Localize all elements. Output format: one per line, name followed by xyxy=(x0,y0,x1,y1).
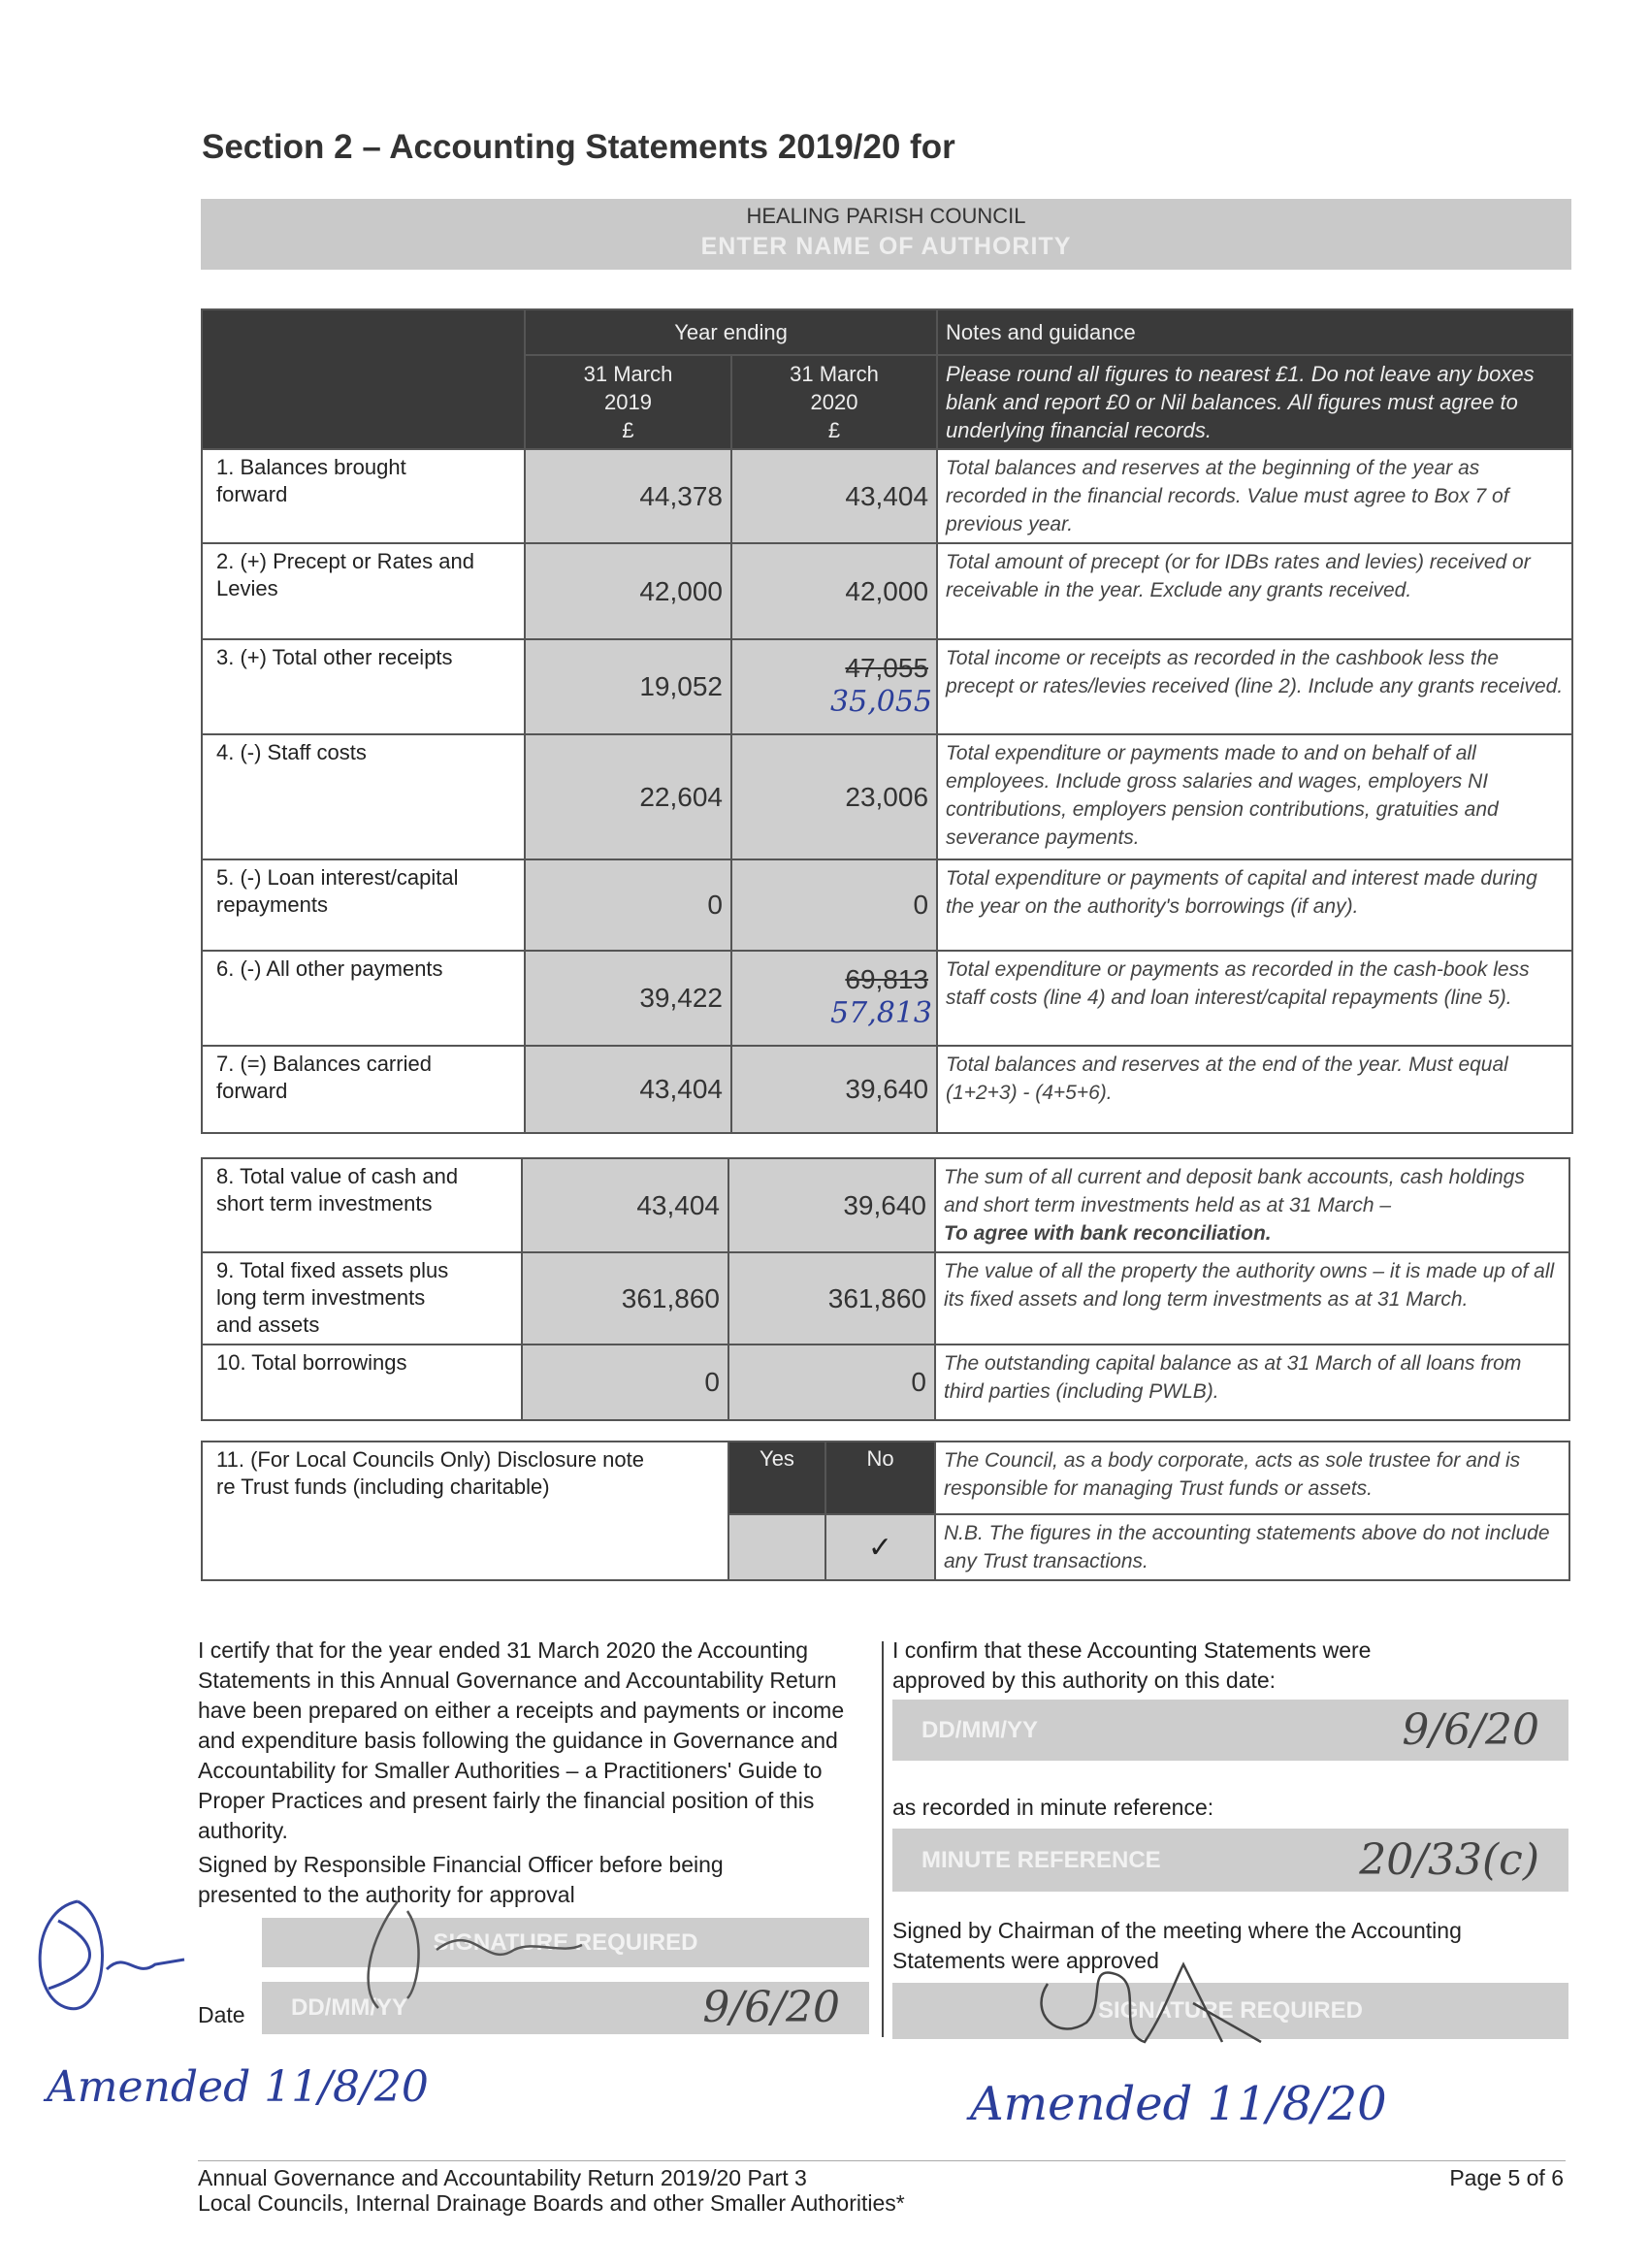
rfo-signature-scribble xyxy=(19,1882,795,2027)
value-2019[interactable]: 39,422 xyxy=(525,951,731,1046)
table-row xyxy=(202,543,1572,639)
row-note: Total expenditure or payments made to and on behalf of all employees. Include gross salaries and wages, employers NI contributions, employers pension contributions, gratuities and severance payments. xyxy=(937,734,1572,859)
value-2020[interactable]: 0 xyxy=(731,859,937,951)
footer-line-1: Annual Governance and Accountability Return 2019/20 Part 3 xyxy=(198,2165,807,2190)
row-note: Total amount of precept (or for IDBs rates and levies) received or receivable in the year. Exclude any grants received. xyxy=(937,543,1572,639)
row-label: 1. Balances brought forward xyxy=(202,449,525,543)
date-label: Date xyxy=(198,2002,245,2027)
row-label: 6. (-) All other payments xyxy=(202,951,525,1046)
row-note: The sum of all current and deposit bank accounts, cash holdings and short term investments held as at 31 March – To agree with bank reconciliation. xyxy=(935,1158,1569,1252)
page-number: Page 5 of 6 xyxy=(1449,2165,1564,2190)
row-label: 5. (-) Loan interest/capital repayments xyxy=(202,859,525,951)
handwritten-minute-ref: 20/33(c) xyxy=(1359,1834,1539,1885)
date-placeholder: DD/MM/YY xyxy=(922,1716,1038,1743)
signature-placeholder: SIGNATURE REQUIRED xyxy=(433,1928,698,1956)
row-note: Total expenditure or payments as recorded in the cash-book less staff costs (line 4) and loan interest/capital repayments (line 5). xyxy=(937,951,1572,1046)
authority-name-field[interactable] xyxy=(201,199,1571,270)
minute-reference-label: as recorded in minute reference: xyxy=(892,1795,1214,1820)
row-label: 9. Total fixed assets plus long term investments and assets xyxy=(202,1252,522,1345)
notes-header: Notes and guidance xyxy=(937,309,1572,355)
column-divider xyxy=(882,1641,884,2037)
approval-date-field[interactable] xyxy=(892,1700,1568,1761)
value-2020[interactable]: 42,000 xyxy=(731,543,937,639)
table-row xyxy=(202,449,1572,543)
table-row xyxy=(202,1345,1569,1420)
minute-reference-field[interactable] xyxy=(892,1829,1568,1892)
row-note: The outstanding capital balance as at 31 March of all loans from third parties (including PWLB). xyxy=(935,1345,1569,1420)
table-row xyxy=(202,859,1572,951)
value-2019[interactable]: 22,604 xyxy=(525,734,731,859)
row-label: 8. Total value of cash and short term investments xyxy=(202,1158,522,1252)
value-2020[interactable]: 361,860 xyxy=(728,1252,935,1345)
footer-divider xyxy=(198,2160,1566,2161)
handwritten-date: 9/6/20 xyxy=(1402,1704,1539,1755)
row-note: Total expenditure or payments of capital and interest made during the year on the authority's borrowings (if any). xyxy=(937,859,1572,951)
table-row xyxy=(202,1252,1569,1345)
col-2019-header: 31 March 2019 £ xyxy=(525,355,731,449)
chairman-amended-note: Amended 11/8/20 xyxy=(970,2077,1387,2131)
row-label: 3. (+) Total other receipts xyxy=(202,639,525,734)
header-blank xyxy=(202,309,525,449)
signature-placeholder: SIGNATURE REQUIRED xyxy=(1098,1997,1363,2024)
trust-label: 11. (For Local Councils Only) Disclosure note re Trust funds (including charitable) xyxy=(202,1442,728,1580)
table-row xyxy=(202,1046,1572,1133)
value-2020[interactable]: 23,006 xyxy=(731,734,937,859)
trust-funds-table xyxy=(201,1441,1570,1581)
page-title: Section 2 – Accounting Statements 2019/20 for xyxy=(202,128,955,166)
row-note: Total income or receipts as recorded in the cashbook less the precept or rates/levies received (line 2). Include any grants received. xyxy=(937,639,1572,734)
table-row xyxy=(202,951,1572,1046)
value-2020[interactable] xyxy=(731,639,937,734)
trust-note-1: The Council, as a body corporate, acts as sole trustee for and is responsible for managing Trust funds or assets. xyxy=(935,1442,1569,1514)
row-label: 2. (+) Precept or Rates and Levies xyxy=(202,543,525,639)
value-2020[interactable] xyxy=(731,951,937,1046)
row-note: The value of all the property the authority owns – it is made up of all its fixed assets and long term investments as at 31 March. xyxy=(935,1252,1569,1345)
value-2019[interactable]: 19,052 xyxy=(525,639,731,734)
minute-placeholder: MINUTE REFERENCE xyxy=(922,1846,1161,1873)
row-note: Total balances and reserves at the end of the year. Must equal (1+2+3) - (4+5+6). xyxy=(937,1046,1572,1133)
row-label: 7. (=) Balances carried forward xyxy=(202,1046,525,1133)
check-icon: ✓ xyxy=(867,1531,893,1564)
row-label: 10. Total borrowings xyxy=(202,1345,522,1420)
value-2020[interactable]: 39,640 xyxy=(731,1046,937,1133)
value-2020[interactable]: 0 xyxy=(728,1345,935,1420)
yes-header: Yes xyxy=(728,1442,825,1514)
struck-value: 47,055 xyxy=(845,653,929,683)
no-header: No xyxy=(825,1442,935,1514)
table-row xyxy=(202,639,1572,734)
value-2019[interactable]: 44,378 xyxy=(525,449,731,543)
value-2019[interactable]: 42,000 xyxy=(525,543,731,639)
table-row xyxy=(202,1158,1569,1252)
rfo-signed-text: Signed by Responsible Financial Officer before being presented to the authority for approval xyxy=(198,1852,724,1907)
handwritten-date: 9/6/20 xyxy=(702,1983,840,2032)
value-2019[interactable]: 0 xyxy=(525,859,731,951)
row-note-emphasis: To agree with bank reconciliation. xyxy=(944,1222,1272,1245)
value-2019[interactable]: 361,860 xyxy=(522,1252,728,1345)
struck-value: 69,813 xyxy=(845,964,929,994)
notes-guidance-text: Please round all figures to nearest £1. Do not leave any boxes blank and report £0 or Nil balances. All figures must agree to underlying financial records. xyxy=(937,355,1572,449)
year-ending-header: Year ending xyxy=(525,309,937,355)
value-2020[interactable]: 43,404 xyxy=(731,449,937,543)
rfo-certification-text: I certify that for the year ended 31 March 2020 the Accounting Statements in this Annual Governance and Accountability Return have been prepared on either a receipts and payments or income and expenditure basis following the guidance in Governance and Accountability for Smaller Authorities – a Practitioners' Guide to Proper Practices and present fairly the financial position of this authority. xyxy=(198,1637,845,1843)
trust-note-2: N.B. The figures in the accounting statements above do not include any Trust transactions. xyxy=(935,1514,1569,1580)
value-2019[interactable]: 0 xyxy=(522,1345,728,1420)
value-2020[interactable]: 39,640 xyxy=(728,1158,935,1252)
value-2019[interactable]: 43,404 xyxy=(522,1158,728,1252)
assets-table xyxy=(201,1157,1570,1421)
row-label: 4. (-) Staff costs xyxy=(202,734,525,859)
chairman-signed-text: Signed by Chairman of the meeting where the Accounting Statements were approved xyxy=(892,1918,1462,1973)
date-placeholder: DD/MM/YY xyxy=(291,1994,407,2021)
col-2020-header: 31 March 2020 £ xyxy=(731,355,937,449)
table-row xyxy=(202,734,1572,859)
authority-placeholder: ENTER NAME OF AUTHORITY xyxy=(700,233,1072,260)
value-2019[interactable]: 43,404 xyxy=(525,1046,731,1133)
footer-line-2: Local Councils, Internal Drainage Boards and other Smaller Authorities* xyxy=(198,2190,905,2216)
authority-name: HEALING PARISH COUNCIL xyxy=(746,204,1026,228)
accounting-statements-table xyxy=(201,308,1573,1134)
chairman-signature-scribble xyxy=(1028,1945,1339,2061)
amended-value: 57,813 xyxy=(830,996,933,1030)
yes-checkbox[interactable] xyxy=(728,1514,825,1580)
no-checkbox[interactable] xyxy=(825,1514,935,1580)
rfo-amended-note: Amended 11/8/20 xyxy=(47,2062,429,2112)
row-note: Total balances and reserves at the beginning of the year as recorded in the financial records. Value must agree to Box 7 of previous year. xyxy=(937,449,1572,543)
amended-value: 35,055 xyxy=(830,685,933,719)
footer-text xyxy=(198,2165,905,2216)
approval-text: I confirm that these Accounting Statements were approved by this authority on this date: xyxy=(892,1637,1372,1693)
